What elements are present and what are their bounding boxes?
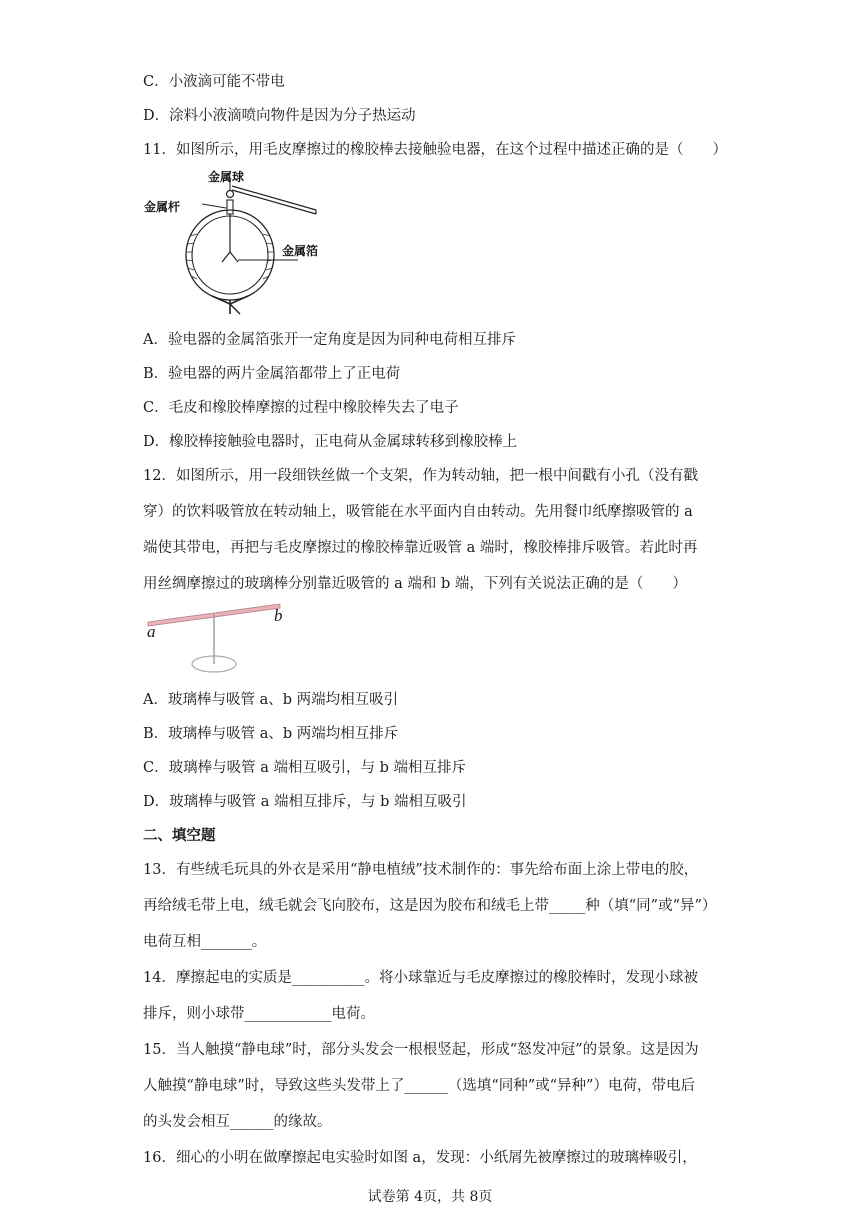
q15-line-1: 15．当人触摸“静电球”时，部分头发会一根根竖起，形成“怒发冲冠”的景象。这是因为 bbox=[143, 1042, 699, 1058]
q11-option-c: C．毛皮和橡胶棒摩擦的过程中橡胶棒失去了电子 bbox=[143, 400, 459, 416]
label-end-b: b bbox=[274, 606, 283, 625]
q14-line-2: 排斥，则小球带____________电荷。 bbox=[143, 1006, 375, 1022]
label-end-a: a bbox=[147, 622, 156, 641]
q13-line-2: 再给绒毛带上电，绒毛就会飞向胶布，这是因为胶布和绒毛上带_____种（填“同”或“异”） bbox=[143, 898, 717, 914]
q12-option-d: D．玻璃棒与吸管 a 端相互排斥，与 b 端相互吸引 bbox=[143, 794, 467, 810]
label-metal-ball: 金属球 bbox=[208, 170, 245, 184]
q12-stem-line-1: 12．如图所示，用一段细铁丝做一个支架，作为转动轴，把一根中间戳有小孔（没有戳 bbox=[143, 468, 698, 484]
q11-option-a: A．验电器的金属箔张开一定角度是因为同种电荷相互排斥 bbox=[143, 332, 516, 348]
section-title-fill-in: 二、填空题 bbox=[143, 827, 216, 844]
q10-option-d: D．涂料小液滴喷向物件是因为分子热运动 bbox=[143, 108, 416, 124]
straw-figure bbox=[140, 600, 300, 680]
q16-line-1: 16．细心的小明在做摩擦起电实验时如图 a，发现：小纸屑先被摩擦过的玻璃棒吸引， bbox=[143, 1150, 697, 1166]
q15-line-3: 的头发会相互______的缘故。 bbox=[143, 1114, 332, 1130]
label-metal-rod: 金属杆 bbox=[144, 200, 181, 214]
q12-stem-line-4: 用丝绸摩擦过的玻璃棒分别靠近吸管的 a 端和 b 端，下列有关说法正确的是（ ） bbox=[143, 576, 687, 592]
electroscope-figure bbox=[140, 164, 330, 320]
q11-option-d: D．橡胶棒接触验电器时，正电荷从金属球转移到橡胶棒上 bbox=[143, 434, 518, 450]
q11-option-b: B．验电器的两片金属箔都带上了正电荷 bbox=[143, 366, 401, 382]
page-footer: 试卷第 4页，共 8页 bbox=[367, 1189, 493, 1205]
q12-option-c: C．玻璃棒与吸管 a 端相互吸引，与 b 端相互排斥 bbox=[143, 760, 466, 776]
q12-option-a: A．玻璃棒与吸管 a、b 两端均相互吸引 bbox=[143, 692, 399, 708]
q11-stem: 11．如图所示，用毛皮摩擦过的橡胶棒去接触验电器，在这个过程中描述正确的是（ ） bbox=[143, 142, 727, 158]
q13-line-3: 电荷互相_______。 bbox=[143, 934, 267, 950]
q15-line-2: 人触摸“静电球”时，导致这些头发带上了______（选填“同种”或“异种”）电荷，带电后 bbox=[143, 1078, 695, 1094]
q12-stem-line-2: 穿）的饮料吸管放在转动轴上，吸管能在水平面内自由转动。先用餐巾纸摩擦吸管的 a bbox=[143, 504, 693, 520]
q13-line-1: 13．有些绒毛玩具的外衣是采用“静电植绒”技术制作的：事先给布面上涂上带电的胶， bbox=[143, 862, 699, 878]
label-metal-foil: 金属箔 bbox=[282, 244, 319, 258]
q10-option-c: C．小液滴可能不带电 bbox=[143, 74, 285, 90]
q12-option-b: B．玻璃棒与吸管 a、b 两端均相互排斥 bbox=[143, 726, 399, 742]
q12-stem-line-3: 端使其带电，再把与毛皮摩擦过的橡胶棒靠近吸管 a 端时，橡胶棒排斥吸管。若此时再 bbox=[143, 540, 698, 556]
q14-line-1: 14．摩擦起电的实质是__________。将小球靠近与毛皮摩擦过的橡胶棒时，发现小球被 bbox=[143, 970, 698, 986]
